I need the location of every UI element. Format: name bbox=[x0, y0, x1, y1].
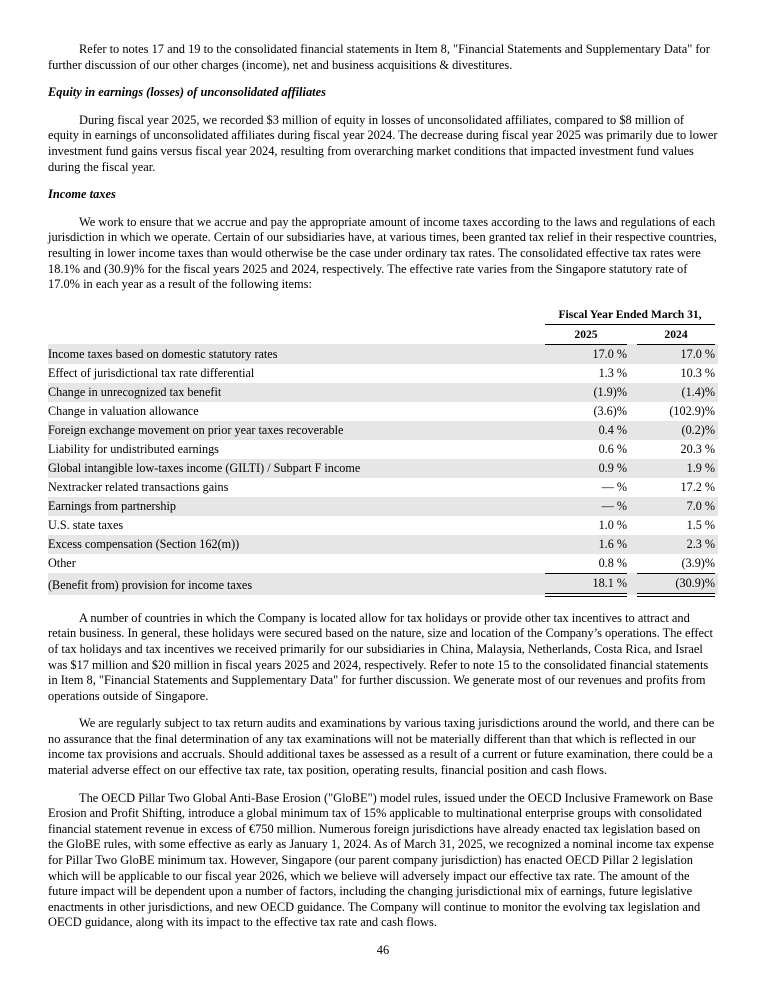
value-2024: 17.0 % bbox=[637, 344, 715, 364]
table-col-header-2025: 2025 bbox=[545, 324, 627, 344]
value-2024: (102.9)% bbox=[669, 403, 716, 418]
row-label: Earnings from partnership bbox=[48, 497, 545, 516]
section-heading-income-taxes: Income taxes bbox=[48, 187, 116, 202]
header-spacer bbox=[48, 324, 545, 344]
row-spacer bbox=[715, 573, 718, 595]
row-label: Other bbox=[48, 556, 76, 571]
paragraph-tax-holidays: A number of countries in which the Company is located allow for tax holidays or provide other tax incentives to attract and retain business. In general, these holidays were secured based on the nature, size and location of the Company’s operations. The effect of tax holidays and tax incentives we received primarily for our subsidiaries in China, Malaysia, Netherlands, Costa Rica, and Israel was $17 million and $20 million in fiscal years 2025 and 2024, respectively. Refer to note 15 to the consolidated financial statements in Item 8, "Financial Statements and Supplementary Data" for further discussion. We generate most of our revenues and profits from operations outside of Singapore. bbox=[48, 610, 713, 703]
row-spacer bbox=[715, 516, 718, 535]
paragraph-oecd-pillar-two: The OECD Pillar Two Global Anti-Base Erosion ("GloBE") model rules, issued under the OECD Inclusive Framework on Base Erosion and Profit Shifting, introduce a global minimum tax of 15% applicable to multinational enterprise groups with consolidated financial statement revenue in excess of €750 million. Numerous foreign jurisdictions have already enacted tax legislation based on the GloBE rules, with some effective as early as January 1, 2024. As of March 31, 2025, we recognized a nominal income tax expense for Pillar Two GloBE minimum tax. However, Singapore (our parent company jurisdiction) has enacted OECD Pillar 2 legislation which will be applicable to our fiscal year 2026, which we believe will adversely impact our effective tax rate. The amount of the future impact will be dependent upon a number of factors, including the changing jurisdictional mix of earnings, future legislative enactments in other jurisdictions, and new OECD guidance. The Company will continue to monitor the evolving tax legislation and OECD guidance, along with its impact to the effective tax rate and cash flows. bbox=[48, 790, 714, 930]
table-col-header-2024: 2024 bbox=[637, 324, 715, 344]
row-label: Change in valuation allowance bbox=[48, 403, 199, 418]
table-row bbox=[48, 421, 718, 440]
value-2025: 0.8 % bbox=[598, 555, 627, 570]
table-row bbox=[48, 344, 718, 364]
paragraph-tax-audits: We are regularly subject to tax return audits and examinations by various taxing jurisdictions around the world, and there can be no assurance that the final determination of any tax examinations will not be materially different than that which is reflected in our income tax provisions and accruals. Should additional taxes be assessed as a result of a current or future examination, there could be a material adverse effect on our effective tax rate, tax position, operating results, financial position and cash flows. bbox=[48, 716, 715, 778]
row-label: Nextracker related transactions gains bbox=[48, 479, 229, 494]
table-row bbox=[48, 478, 718, 497]
value-2024: (0.2)% bbox=[637, 421, 715, 440]
row-spacer bbox=[715, 497, 718, 516]
table-header-group-row bbox=[48, 305, 718, 325]
value-2024: 2.3 % bbox=[637, 535, 715, 554]
row-label: Global intangible low-taxes income (GILTI) / Subpart F income bbox=[48, 459, 545, 478]
value-2025: — % bbox=[545, 497, 627, 516]
column-gap bbox=[627, 535, 637, 554]
header-spacer bbox=[48, 305, 545, 325]
table-row bbox=[48, 497, 718, 516]
section-heading-equity: Equity in earnings (losses) of unconsolidated affiliates bbox=[48, 85, 326, 100]
table-row bbox=[48, 535, 718, 554]
row-label: (Benefit from) provision for income taxes bbox=[48, 573, 545, 595]
row-label: Foreign exchange movement on prior year taxes recoverable bbox=[48, 421, 545, 440]
page-number: 46 bbox=[376, 943, 390, 957]
row-spacer bbox=[715, 421, 718, 440]
row-label: U.S. state taxes bbox=[48, 517, 124, 532]
column-gap bbox=[627, 573, 637, 595]
value-2024: 10.3 % bbox=[680, 365, 716, 380]
row-spacer bbox=[715, 478, 718, 497]
column-gap bbox=[627, 516, 637, 535]
row-label: Income taxes based on domestic statutory rates bbox=[48, 344, 545, 364]
value-2024: 20.3 % bbox=[680, 441, 716, 456]
value-2025: 17.0 % bbox=[545, 344, 627, 364]
table-row bbox=[48, 440, 718, 459]
row-spacer bbox=[715, 440, 718, 459]
row-spacer bbox=[715, 459, 718, 478]
row-spacer bbox=[715, 535, 718, 554]
table-row bbox=[48, 402, 718, 421]
column-gap bbox=[627, 402, 637, 421]
table-row bbox=[48, 383, 718, 402]
value-2024: 17.2 % bbox=[680, 479, 716, 494]
column-gap bbox=[627, 497, 637, 516]
value-2025: 0.9 % bbox=[545, 459, 627, 478]
table-header-group: Fiscal Year Ended March 31, bbox=[545, 305, 715, 325]
effective-tax-rate-table bbox=[48, 305, 718, 597]
column-gap bbox=[627, 383, 637, 402]
value-2024: (3.9)% bbox=[681, 555, 716, 570]
value-2025: 0.4 % bbox=[545, 421, 627, 440]
value-2025: (1.9)% bbox=[545, 383, 627, 402]
row-label: Liability for undistributed earnings bbox=[48, 441, 219, 456]
row-label: Excess compensation (Section 162(m)) bbox=[48, 535, 545, 554]
row-spacer bbox=[715, 344, 718, 364]
row-spacer bbox=[715, 364, 718, 383]
row-spacer bbox=[715, 554, 718, 574]
column-gap bbox=[627, 421, 637, 440]
table-column-header-row bbox=[48, 324, 718, 344]
column-gap bbox=[627, 554, 637, 574]
column-gap bbox=[627, 440, 637, 459]
value-2024: (30.9)% bbox=[637, 573, 715, 595]
value-2025: 0.6 % bbox=[598, 441, 627, 456]
value-2025: — % bbox=[601, 479, 627, 494]
paragraph-income-taxes-intro: We work to ensure that we accrue and pay the appropriate amount of income taxes according to the laws and regulations of each jurisdiction in which we operate. Certain of our subsidiaries have, at various times, been granted tax relief in their respective countries, resulting in lower income taxes than would otherwise be the case under ordinary tax rates. The consolidated effective tax rates were 18.1% and (30.9)% for the fiscal years 2025 and 2024, respectively. The effective rate varies from the Singapore statutory rate of 17.0% in each year as a result of the following items: bbox=[48, 214, 717, 292]
header-spacer bbox=[715, 324, 718, 344]
table-row bbox=[48, 516, 718, 535]
table-row-total bbox=[48, 573, 718, 595]
row-spacer bbox=[715, 383, 718, 402]
value-2025: 1.3 % bbox=[598, 365, 627, 380]
value-2024: 7.0 % bbox=[637, 497, 715, 516]
header-spacer bbox=[715, 305, 718, 325]
row-spacer bbox=[715, 402, 718, 421]
value-2024: 1.5 % bbox=[686, 517, 716, 532]
column-gap bbox=[627, 324, 637, 344]
row-label: Effect of jurisdictional tax rate differential bbox=[48, 365, 255, 380]
value-2025: 1.6 % bbox=[545, 535, 627, 554]
column-gap bbox=[627, 364, 637, 383]
paragraph-equity-earnings: During fiscal year 2025, we recorded $3 million of equity in losses of unconsolidated affiliates, compared to $8 million of equity in earnings of unconsolidated affiliates during fiscal year 2024. The decrease during fiscal year 2025 was primarily due to lower investment fund gains versus fiscal year 2024, resulting from overarching market conditions that impacted investment fund values during the fiscal year. bbox=[48, 112, 718, 174]
table-row bbox=[48, 554, 718, 574]
value-2025: 18.1 % bbox=[545, 573, 627, 595]
column-gap bbox=[627, 344, 637, 364]
table-row bbox=[48, 459, 718, 478]
value-2024: 1.9 % bbox=[637, 459, 715, 478]
paragraph-refer-notes: Refer to notes 17 and 19 to the consolidated financial statements in Item 8, "Financial Statements and Supplementary Data" for further discussion of our other charges (income), net and business acquisitions & divestitures. bbox=[48, 42, 710, 72]
value-2025: (3.6)% bbox=[593, 403, 627, 418]
row-label: Change in unrecognized tax benefit bbox=[48, 383, 545, 402]
table-row bbox=[48, 364, 718, 383]
column-gap bbox=[627, 459, 637, 478]
value-2025: 1.0 % bbox=[598, 517, 627, 532]
column-gap bbox=[627, 478, 637, 497]
value-2024: (1.4)% bbox=[637, 383, 715, 402]
